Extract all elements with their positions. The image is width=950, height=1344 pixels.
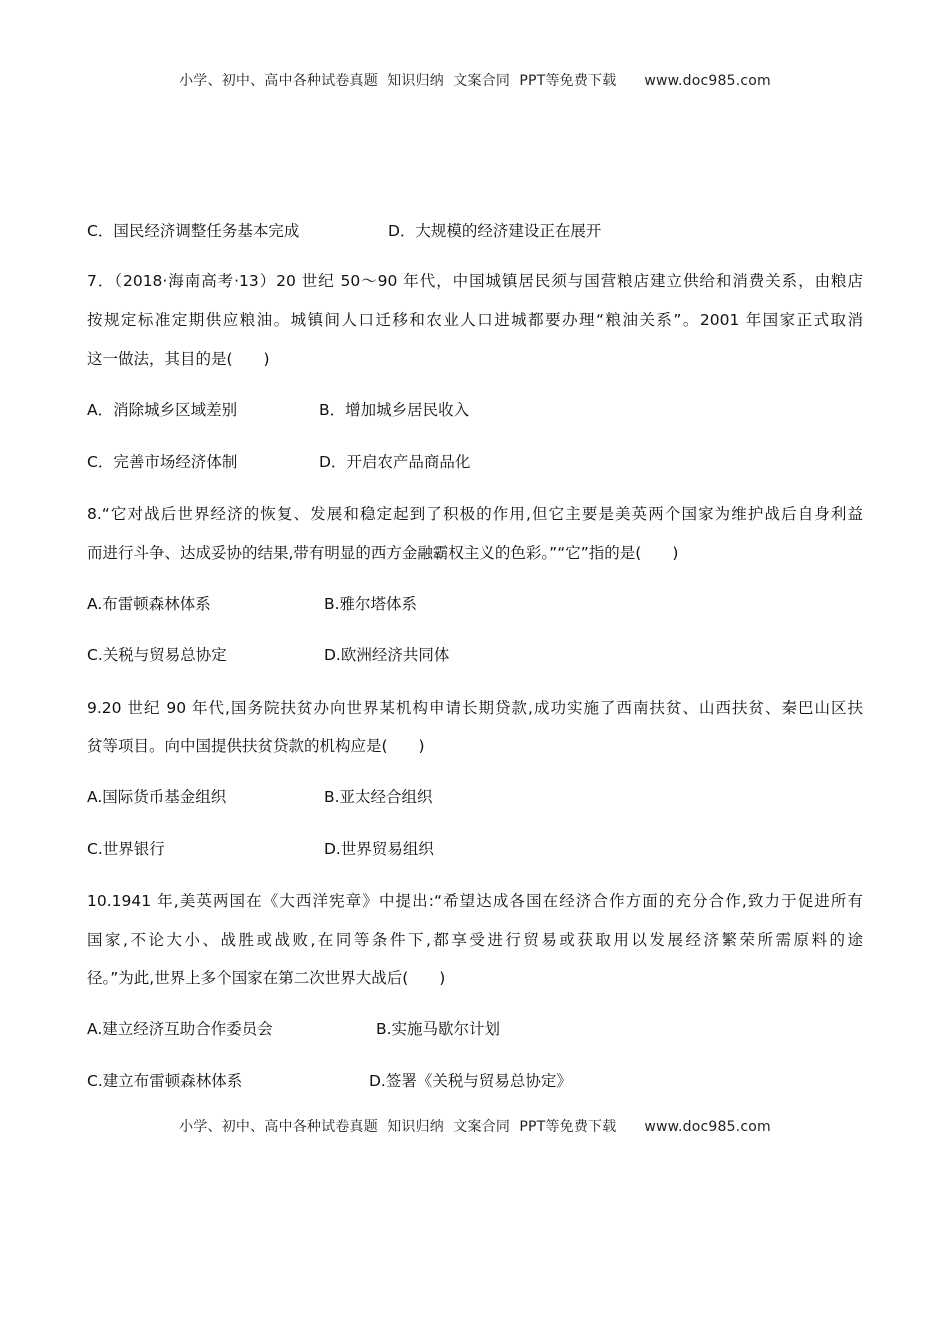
- q10-option-b: B.实施马歇尔计划: [376, 1020, 501, 1038]
- q7-option-d: D．开启农产品商品化: [319, 453, 471, 471]
- q10-stem-line-3: 径。”为此,世界上多个国家在第二次世界大战后( ): [87, 969, 446, 987]
- q8-option-c: C.关税与贸易总协定: [87, 646, 227, 664]
- q6-option-c: C．国民经济调整任务基本完成: [87, 222, 300, 240]
- q7-option-a: A．消除城乡区域差别: [87, 401, 238, 419]
- q10-stem-line-1: 10.1941 年,美英两国在《大西洋宪章》中提出:“希望达成各国在经济合作方面的充分合作,致力于促进所有: [87, 892, 863, 910]
- page-header: 小学、初中、高中各种试卷真题 知识归纳 文案合同 PPT等免费下载 www.doc985.com: [179, 73, 771, 89]
- q9-option-c: C.世界银行: [87, 840, 165, 858]
- q7-stem-line-1: 7．（2018·海南高考·13）20 世纪 50～90 年代，中国城镇居民须与国营粮店建立供给和消费关系，由粮店: [87, 272, 863, 290]
- q8-option-a: A.布雷顿森林体系: [87, 595, 211, 613]
- page-footer: 小学、初中、高中各种试卷真题 知识归纳 文案合同 PPT等免费下载 www.doc985.com: [179, 1119, 771, 1135]
- q9-stem-line-2: 贫等项目。向中国提供扶贫贷款的机构应是( ): [87, 737, 425, 755]
- q7-option-b: B．增加城乡居民收入: [319, 401, 470, 419]
- q9-option-d: D.世界贸易组织: [324, 840, 434, 858]
- q9-option-b: B.亚太经合组织: [324, 788, 433, 806]
- q7-option-c: C．完善市场经济体制: [87, 453, 238, 471]
- q6-option-d: D．大规模的经济建设正在展开: [388, 222, 602, 240]
- q7-stem-line-2: 按规定标准定期供应粮油。城镇间人口迁移和农业人口进城都要办理“粮油关系”。2001 年国家正式取消: [87, 311, 863, 329]
- q10-option-d: D.签署《关税与贸易总协定》: [369, 1072, 572, 1090]
- q8-option-d: D.欧洲经济共同体: [324, 646, 450, 664]
- q10-option-a: A.建立经济互助合作委员会: [87, 1020, 273, 1038]
- q10-stem-line-2: 国家,不论大小、战胜或战败,在同等条件下,都享受进行贸易或获取用以发展经济繁荣所需原料的途: [87, 931, 863, 949]
- q8-option-b: B.雅尔塔体系: [324, 595, 418, 613]
- q9-option-a: A.国际货币基金组织: [87, 788, 227, 806]
- q10-option-c: C.建立布雷顿森林体系: [87, 1072, 243, 1090]
- q9-stem-line-1: 9.20 世纪 90 年代,国务院扶贫办向世界某机构申请长期贷款,成功实施了西南扶贫、山西扶贫、秦巴山区扶: [87, 699, 863, 717]
- q8-stem-line-1: 8.“它对战后世界经济的恢复、发展和稳定起到了积极的作用,但它主要是美英两个国家为维护战后自身利益: [87, 505, 863, 523]
- q8-stem-line-2: 而进行斗争、达成妥协的结果,带有明显的西方金融霸权主义的色彩。”“它”指的是( ): [87, 544, 679, 562]
- q7-stem-line-3: 这一做法，其目的是( ): [87, 350, 270, 368]
